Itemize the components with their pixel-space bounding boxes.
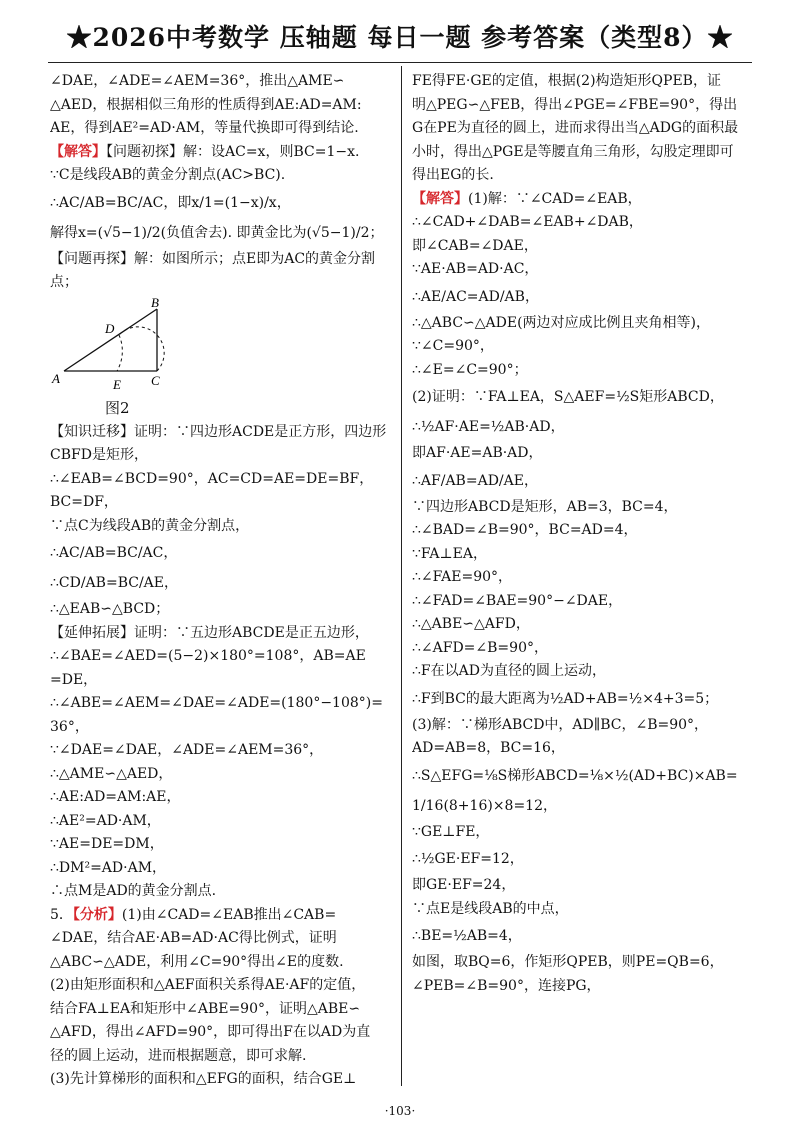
text-line: CBFD是矩形， bbox=[50, 447, 148, 463]
text-line: 即AF·AE=AB·AD， bbox=[412, 445, 543, 461]
text-line: ∴∠FAD=∠BAE=90°−∠DAE， bbox=[412, 592, 623, 609]
text-line: ∴△ABE∽△AFD， bbox=[412, 616, 530, 632]
text-line: ∴∠EAB=∠BCD=90°，AC=CD=AE=DE=BF， bbox=[50, 470, 374, 487]
left-body-b bbox=[50, 164, 392, 295]
text-line: 解得x=(√5−1)/2(负值舍去). 即黄金比为(√5−1)/2； bbox=[50, 224, 384, 241]
text-line: ∵∠DAE=∠DAE，∠ADE=∠AEM=36°， bbox=[50, 742, 324, 758]
text-line: 【问题再探】解：如图所示；点E即为AC的黄金分割 bbox=[50, 250, 376, 267]
triangle-diagram bbox=[50, 297, 392, 397]
text-line: (2)由矩形面积和△AEF面积关系得AE·AF的定值， bbox=[50, 977, 366, 993]
text-line: ∵AE=DE=DM， bbox=[50, 836, 164, 852]
question-5-line bbox=[50, 904, 392, 928]
text-line: ∴DM²=AD·AM， bbox=[50, 859, 167, 876]
text-line: BC=DF， bbox=[50, 494, 118, 510]
text-line: 明△PEG∽△FEB，得出∠PGE=∠FBE=90°，得出 bbox=[412, 96, 738, 113]
text-line: ∴AE:AD=AM:AE， bbox=[50, 789, 181, 805]
text-line: 36°， bbox=[50, 718, 89, 735]
analysis-text: (1)由∠CAD=∠EAB推出∠CAB= bbox=[121, 906, 337, 923]
text-line: ∴AE/AC=AD/AB， bbox=[412, 288, 539, 305]
text-line: ∴½AF·AE=½AB·AD， bbox=[412, 419, 565, 435]
text-line: ∠DAE，∠ADE=∠AEM=36°，推出△AME∽ bbox=[50, 73, 345, 89]
text-line: ∵四边形ABCD是矩形，AB=3，BC=4， bbox=[412, 498, 678, 515]
text-line: ∴△AME∽△AED， bbox=[50, 765, 173, 782]
text-line: 【延伸拓展】证明：∵五边形ABCDE是正五边形， bbox=[50, 624, 369, 641]
text-line: ∴∠BAD=∠B=90°，BC=AD=4， bbox=[412, 522, 638, 538]
text-line: ∴∠ABE=∠AEM=∠DAE=∠ADE=(180°−108°)= bbox=[50, 695, 383, 711]
left-intro bbox=[50, 70, 392, 141]
text-line: ∠DAE，结合AE·AB=AD·AC得比例式，证明 bbox=[50, 930, 337, 946]
text-line: ∴AC/AB=BC/AC， bbox=[50, 545, 178, 561]
answer-tag: 【解答】 bbox=[50, 143, 106, 160]
label-d: D bbox=[105, 320, 115, 336]
text-line: ∴S△EFG=⅛S梯形ABCD=⅛×½(AD+BC)×AB= bbox=[412, 767, 738, 784]
text-line: ∴F到BC的最大距离为½AD+AB=½×4+3=5； bbox=[412, 690, 719, 707]
answer-text: 【问题初探】解：设AC=x，则BC=1−x. bbox=[106, 143, 360, 160]
page-number: ·103· bbox=[384, 1104, 416, 1118]
left-body-c bbox=[50, 421, 392, 904]
label-a: A bbox=[52, 370, 60, 386]
right-body bbox=[412, 211, 754, 998]
answer-tag: 【解答】 bbox=[412, 190, 468, 207]
left-column bbox=[50, 70, 392, 1092]
text-line: 如图，取BQ=6，作矩形QPEB，则PE=QB=6， bbox=[412, 954, 724, 970]
label-e: E bbox=[113, 376, 121, 392]
page-header: ★2026中考数学 压轴题 每日一题 参考答案（类型8）★ bbox=[66, 23, 734, 52]
right-intro bbox=[412, 70, 754, 188]
text-line: △AED，根据相似三角形的性质得到AE:AD=AM: bbox=[50, 96, 362, 113]
text-line: ∴AC/AB=BC/AC，即x/1=(1−x)/x， bbox=[50, 194, 291, 211]
text-line: (2)证明：∵FA⊥EA，S△AEF=½S矩形ABCD， bbox=[412, 389, 724, 405]
text-line: ∴∠FAE=90°， bbox=[412, 569, 513, 585]
text-line: 得出EG的长. bbox=[412, 167, 494, 183]
text-line: (3)解：∵梯形ABCD中，AD∥BC，∠B=90°， bbox=[412, 716, 709, 733]
text-line: FE得FE·GE的定值，根据(2)构造矩形QPEB，证 bbox=[412, 73, 721, 89]
text-line: 径的圆上运动，进而根据题意，即可求解. bbox=[50, 1047, 307, 1064]
text-line: 1/16(8+16)×8=12， bbox=[412, 797, 557, 814]
text-line: △AFD，得出∠AFD=90°，即可得出F在以AD为直 bbox=[50, 1024, 371, 1040]
left-body-d bbox=[50, 927, 392, 1092]
text-line: ∴∠BAE=∠AED=(5−2)×180°=108°，AB=AE bbox=[50, 648, 366, 664]
text-line: ∴½GE·EF=12， bbox=[412, 851, 524, 867]
right-column bbox=[412, 70, 754, 998]
text-line: AD=AB=8，BC=16， bbox=[412, 740, 565, 756]
text-line: AE，得到AE²=AD·AM，等量代换即可得到结论. bbox=[50, 120, 359, 136]
segment-ab bbox=[64, 309, 157, 371]
text-line: ∴BE=½AB=4， bbox=[412, 928, 522, 944]
text-line: ∵AE·AB=AD·AC， bbox=[412, 261, 539, 277]
text-line: ∵FA⊥EA， bbox=[412, 545, 488, 562]
text-line: 即GE·EF=24， bbox=[412, 877, 516, 893]
text-line: ∴AE²=AD·AM， bbox=[50, 812, 161, 829]
text-line: ∴F在以AD为直径的圆上运动， bbox=[412, 663, 606, 679]
text-line: ∴∠E=∠C=90°； bbox=[412, 361, 528, 378]
text-line: △ABC∽△ADE，利用∠C=90°得出∠E的度数. bbox=[50, 953, 344, 970]
text-line: 即∠CAB=∠DAE， bbox=[412, 237, 538, 254]
text-line: ∴∠CAD+∠DAB=∠EAB+∠DAB， bbox=[412, 214, 643, 230]
text-line: ∠PEB=∠B=90°，连接PG， bbox=[412, 977, 601, 994]
text-line: ∵C是线段AB的黄金分割点(AC>BC). bbox=[50, 167, 286, 183]
label-b: B bbox=[151, 296, 159, 310]
text-line: ∴△EAB∽△BCD； bbox=[50, 601, 170, 617]
header-divider bbox=[48, 62, 752, 63]
text-line: ∴AF/AB=AD/AE， bbox=[412, 472, 538, 489]
text-line: ∴△ABC∽△ADE(两边对应成比例且夹角相等)， bbox=[412, 314, 711, 331]
text-line: 【知识迁移】证明：∵四边形ACDE是正方形，四边形 bbox=[50, 423, 387, 440]
text-line: ∵点E是线段AB的中点， bbox=[412, 900, 569, 917]
text-line: G在PE为直径的圆上，进而求得出当△ADG的面积最 bbox=[412, 120, 739, 136]
text-line: =DE， bbox=[50, 671, 98, 688]
geometry-figure bbox=[50, 297, 392, 417]
text-line: ∵∠C=90°， bbox=[412, 338, 494, 354]
text-line: 点； bbox=[50, 274, 78, 290]
answer-line bbox=[412, 188, 754, 212]
text-line: ∵点C为线段AB的黄金分割点， bbox=[50, 517, 250, 534]
text-line: ∴∠AFD=∠B=90°， bbox=[412, 639, 548, 656]
label-c: C bbox=[151, 372, 160, 388]
text-line: (3)先计算梯形的面积和△EFG的面积，结合GE⊥ bbox=[50, 1071, 357, 1087]
text-line: ∴点M是AD的黄金分割点. bbox=[50, 883, 217, 899]
analysis-tag: 【分析】 bbox=[72, 906, 122, 923]
answer-text: (1)解：∵∠CAD=∠EAB， bbox=[468, 190, 642, 207]
arc-de bbox=[117, 335, 122, 371]
text-line: 结合FA⊥EA和矩形中∠ABE=90°，证明△ABE∽ bbox=[50, 1000, 361, 1017]
text-line: ∴CD/AB=BC/AE， bbox=[50, 575, 178, 591]
question-number: 5． bbox=[50, 906, 73, 923]
text-line: 小时，得出△PGE是等腰直角三角形，勾股定理即可 bbox=[412, 143, 734, 160]
answer-line bbox=[50, 141, 392, 165]
text-line: ∵GE⊥FE， bbox=[412, 823, 490, 840]
figure-caption: 图2 bbox=[105, 398, 130, 417]
column-divider bbox=[401, 66, 402, 1086]
